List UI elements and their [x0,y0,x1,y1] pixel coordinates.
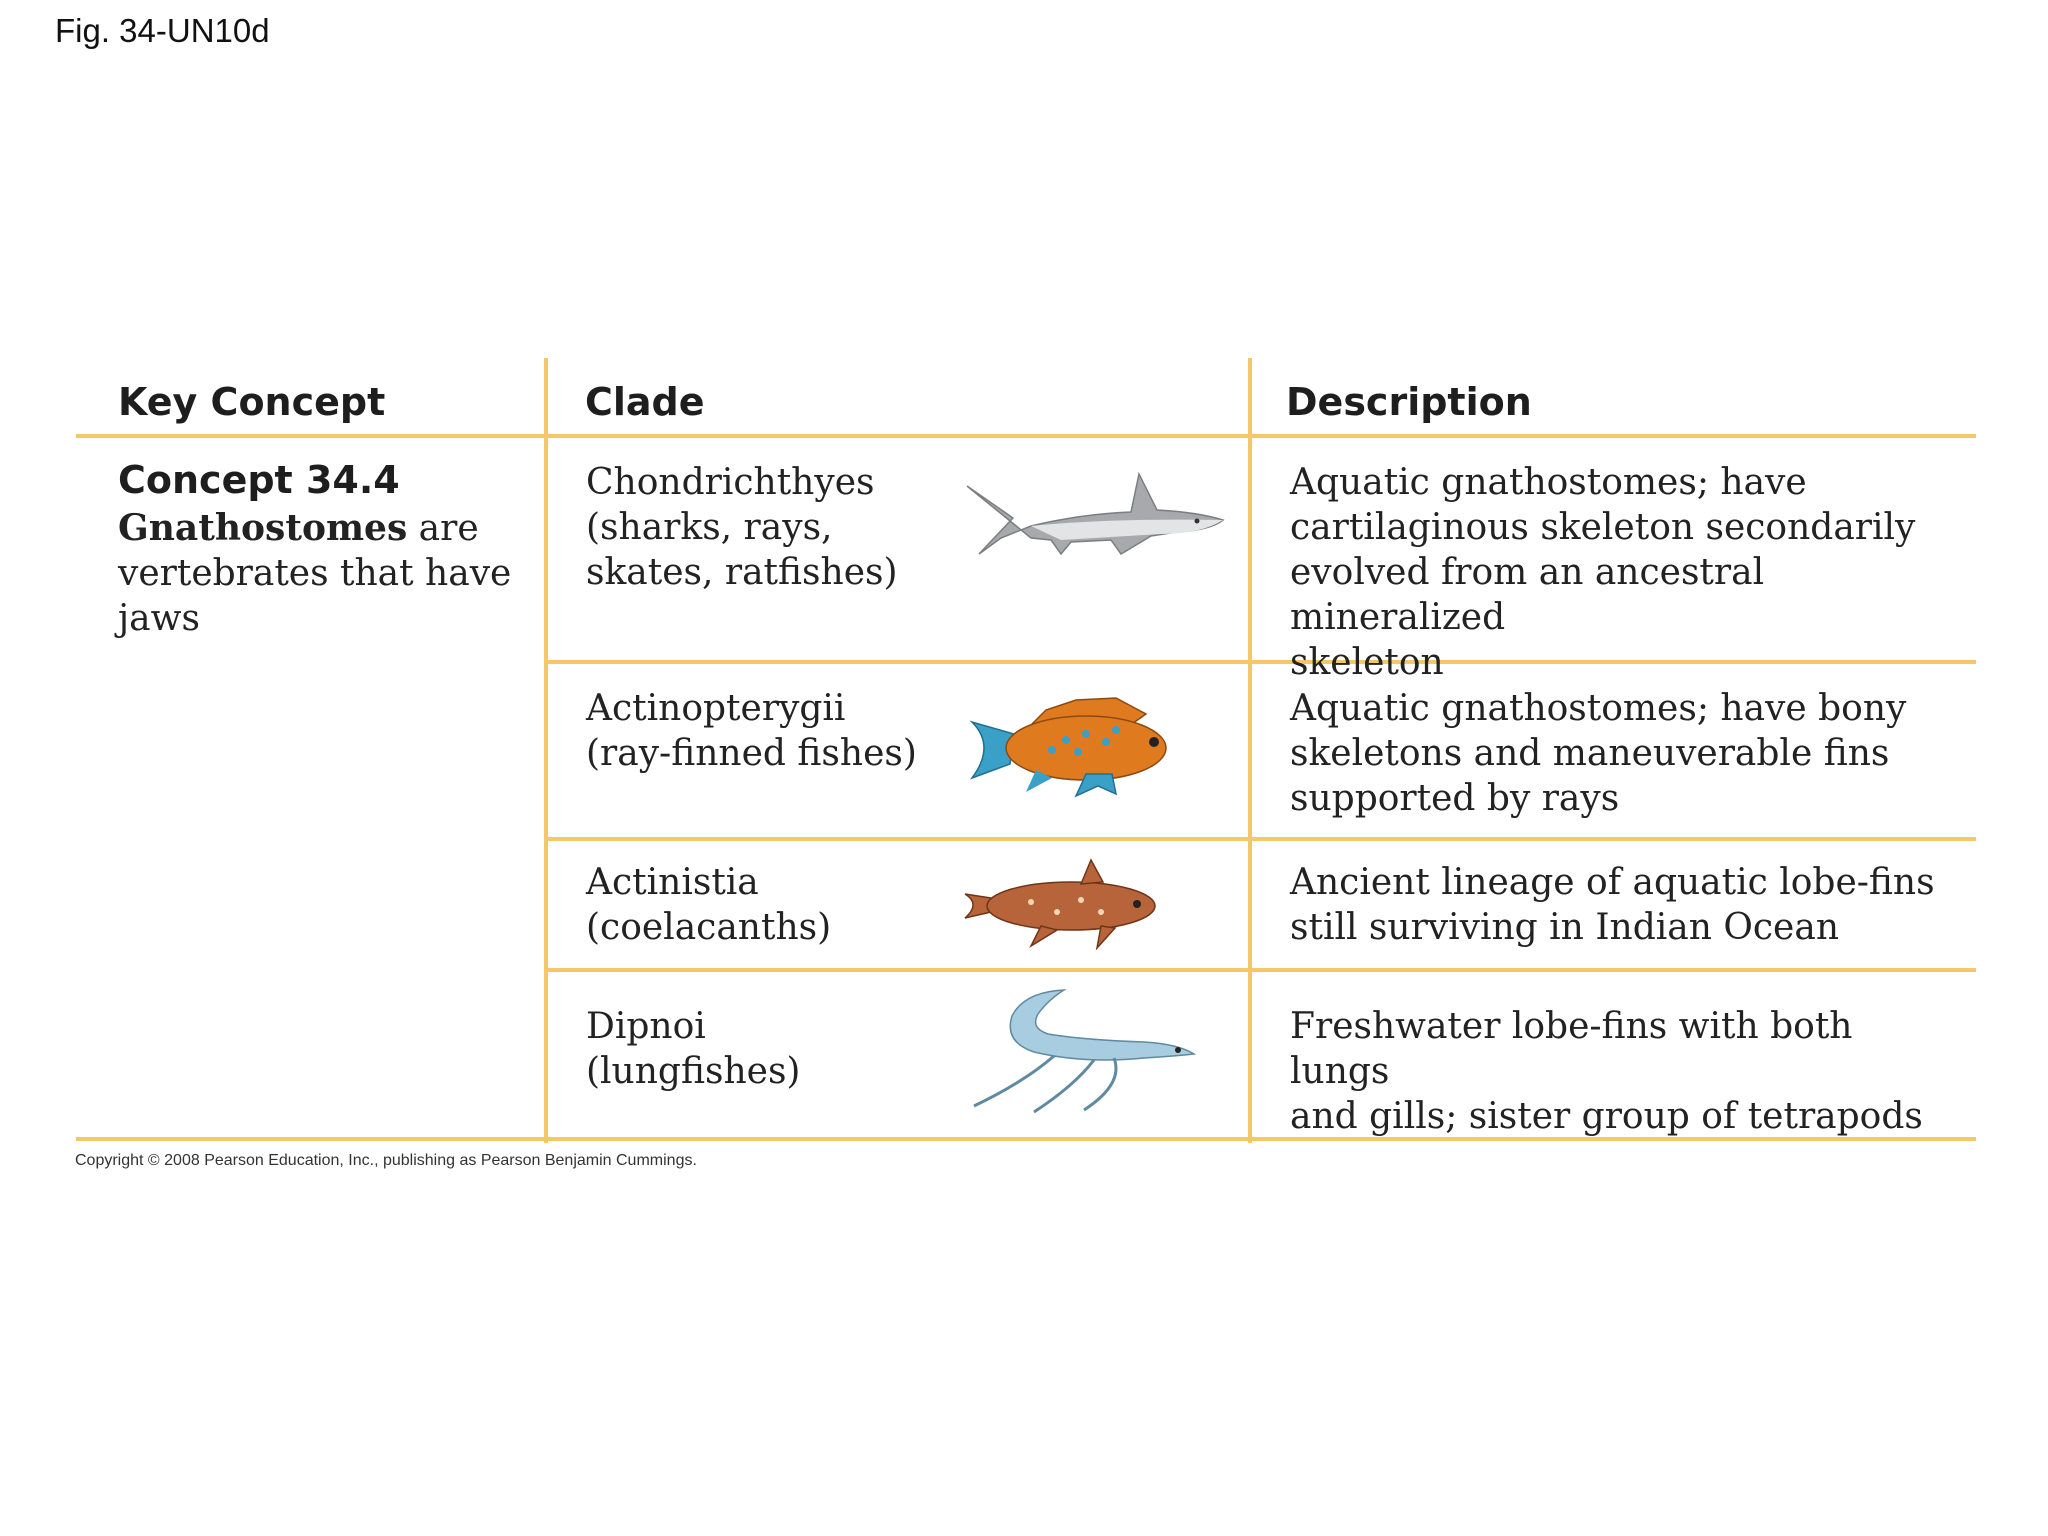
concept-title: Concept 34.4 [118,458,400,502]
header-clade: Clade [585,380,705,424]
concept-rest: are vertebrates that have jaws [118,508,512,639]
clade-table [76,358,1976,1143]
ray-finned-fish-icon [966,690,1196,800]
clade-name-actinopterygii: Actinopterygii (ray-finned fishes) [586,688,917,774]
lungfish-icon [964,986,1204,1118]
description-dipnoi: Freshwater lobe-fins with both lungs and gills; sister group of tetrapods [1290,1006,1923,1137]
description-actinistia: Ancient lineage of aquatic lobe-fins still surviving in Indian Ocean [1290,862,1935,948]
header-rule [76,434,1976,438]
description-actinopterygii: Aquatic gnathostomes; have bony skeletons and maneuverable fins supported by rays [1290,688,1907,819]
column-divider [544,358,548,1143]
clade-name-dipnoi: Dipnoi (lungfishes) [586,1006,801,1092]
column-divider [1248,358,1252,1143]
row-divider [546,968,1976,972]
row-divider [546,837,1976,841]
clade-name-actinistia: Actinistia (coelacanths) [586,862,832,948]
copyright-notice: Copyright © 2008 Pearson Education, Inc., publishing as Pearson Benjamin Cummings. [75,1152,697,1169]
header-description: Description [1286,380,1532,424]
concept-term: Gnathostomes [118,507,408,549]
clade-name-chondrichthyes: Chondrichthyes (sharks, rays, skates, ratfishes) [586,462,898,593]
figure-label: Fig. 34-UN10d [55,12,270,49]
header-key-concept: Key Concept [118,380,386,424]
concept-text [118,506,518,641]
shark-icon [961,468,1231,570]
coelacanth-icon [961,856,1181,952]
description-chondrichthyes: Aquatic gnathostomes; have cartilaginous skeleton secondarily evolved from an ancestral mineralized skeleton [1290,462,1916,683]
